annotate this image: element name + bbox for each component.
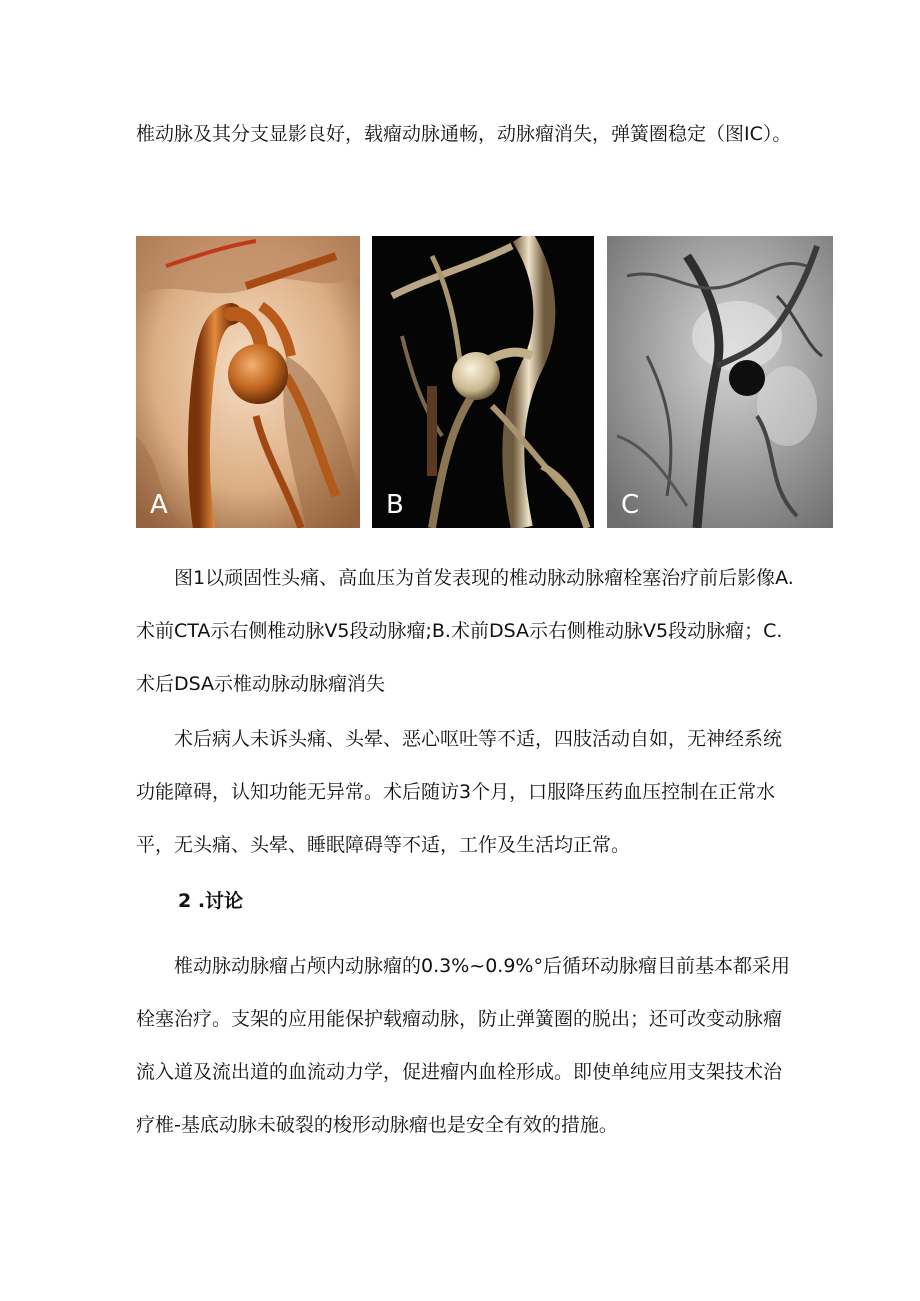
panel-letter: A (150, 490, 168, 520)
cta-image (136, 236, 360, 528)
intro-paragraph: 椎动脉及其分支显影良好，载瘤动脉通畅，动脉瘤消失，弹簧圈稳定（图IC）。 (136, 123, 792, 145)
discussion-paragraph: 椎动脉动脉瘤占颅内动脉瘤的0.3%~0.9%°后循环动脉瘤目前基本都采用栓塞治疗。支架的应用能保护载瘤动脉，防止弹簧圈的脱出；还可改变动脉瘤流入道及流出道的血流动力学，促进瘤内血栓形成。即使单纯应用支架技术治疗椎-基底动脉未破裂的梭形动脉瘤也是安全有效的措施。 (136, 955, 790, 1136)
post-op-paragraph: 术后病人未诉头痛、头晕、恶心呕吐等不适，四肢活动自如，无神经系统功能障碍，认知功能无异常。术后随访3个月，口服降压药血压控制在正常水平，无头痛、头晕、睡眠障碍等不适，工作及生活均正常。 (136, 728, 783, 856)
figure-panel-b (372, 236, 594, 528)
section-heading: 2 .讨论 (178, 890, 244, 912)
figure-panel-a (136, 236, 360, 528)
figure-panel-c (607, 236, 833, 528)
dsa-postop-image (607, 236, 833, 528)
figure-caption: 图1以顽固性头痛、高血压为首发表现的椎动脉动脉瘤栓塞治疗前后影像A.术前CTA示右侧椎动脉V5段动脉瘤;B.术前DSA示右侧椎动脉V5段动脉瘤；C.术后DSA示椎动脉动脉瘤消失 (136, 567, 794, 695)
dsa-3d-image (372, 236, 594, 528)
figure-1 (136, 236, 833, 528)
panel-letter: B (386, 490, 404, 520)
panel-letter: C (621, 490, 640, 520)
